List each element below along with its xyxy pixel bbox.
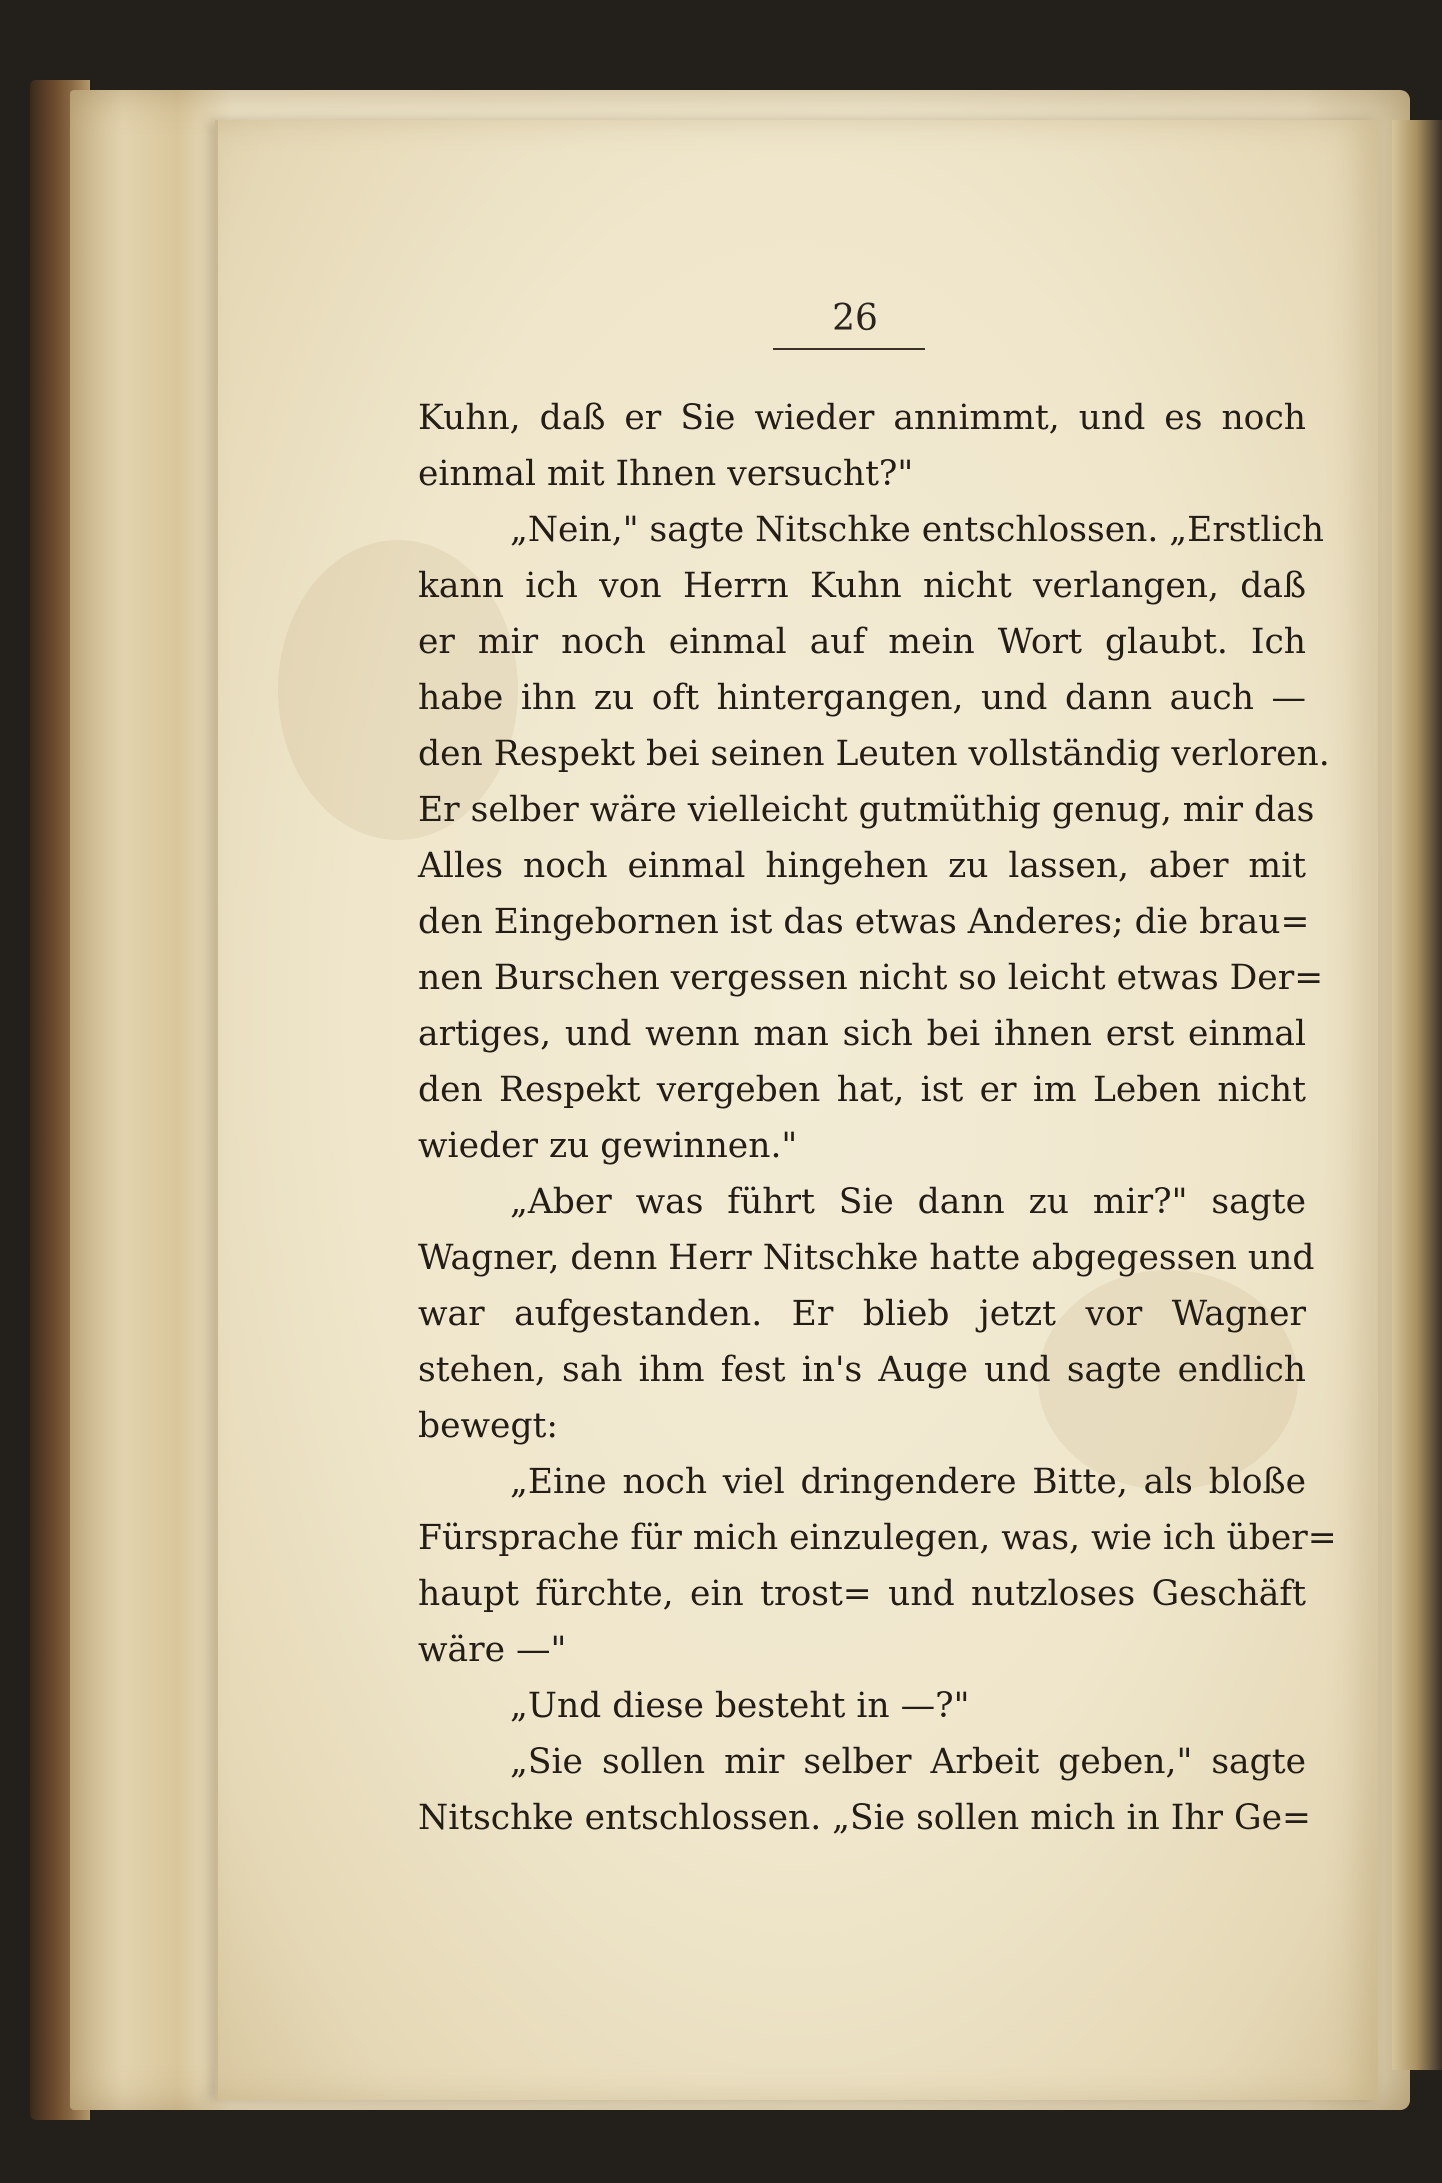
text-line: haupt fürchte, ein trost= und nutzloses Geschäft [418,1574,1306,1614]
text-line: einmal mit Ihnen versucht?" [418,454,914,494]
text-line: wieder zu gewinnen." [418,1126,798,1166]
text-line: er mir noch einmal auf mein Wort glaubt. Ich [418,622,1306,662]
text-line: stehen, sah ihm fest in's Auge und sagte endlich [418,1350,1306,1390]
text-line: Er selber wäre vielleicht gutmüthig genug, mir das [418,790,1315,830]
body-text [418,390,1337,1846]
text-line: kann ich von Herrn Kuhn nicht verlangen, daß [418,566,1306,606]
text-line: bewegt: [418,1406,559,1446]
text-line: „Aber was führt Sie dann zu mir?" sagte [510,1182,1306,1222]
text-line: „Eine noch viel dringendere Bitte, als bloße [510,1462,1306,1502]
text-line: „Und diese besteht in —?" [510,1686,970,1726]
text-line: Kuhn, daß er Sie wieder annimmt, und es noch [418,398,1306,438]
text-line: Alles noch einmal hingehen zu lassen, aber mit [418,846,1306,886]
text-line: artiges, und wenn man sich bei ihnen erst einmal [418,1014,1306,1054]
facing-page-edge [1392,120,1442,2070]
text-line: wäre —" [418,1630,567,1670]
text-line: den Respekt vergeben hat, ist er im Leben nicht [418,1070,1306,1110]
text-line: den Eingebornen ist das etwas Anderes; die brau= [418,902,1310,942]
text-line: Fürsprache für mich einzulegen, was, wie ich über= [418,1518,1337,1558]
text-line: habe ihn zu oft hintergangen, und dann auch — [418,678,1306,718]
text-line: „Sie sollen mir selber Arbeit geben," sagte [510,1742,1306,1782]
text-line: Nitschke entschlossen. „Sie sollen mich in Ihr Ge= [418,1798,1311,1838]
text-line: den Respekt bei seinen Leuten vollständig verloren. [418,734,1330,774]
text-line: nen Burschen vergessen nicht so leicht etwas Der= [418,958,1324,998]
text-line: „Nein," sagte Nitschke entschlossen. „Erstlich [510,510,1325,550]
text-line: war aufgestanden. Er blieb jetzt vor Wagner [418,1294,1306,1334]
text-line: Wagner, denn Herr Nitschke hatte abgegessen und [418,1238,1315,1278]
page-number: 26 [832,298,878,339]
page-number-rule [773,348,925,350]
